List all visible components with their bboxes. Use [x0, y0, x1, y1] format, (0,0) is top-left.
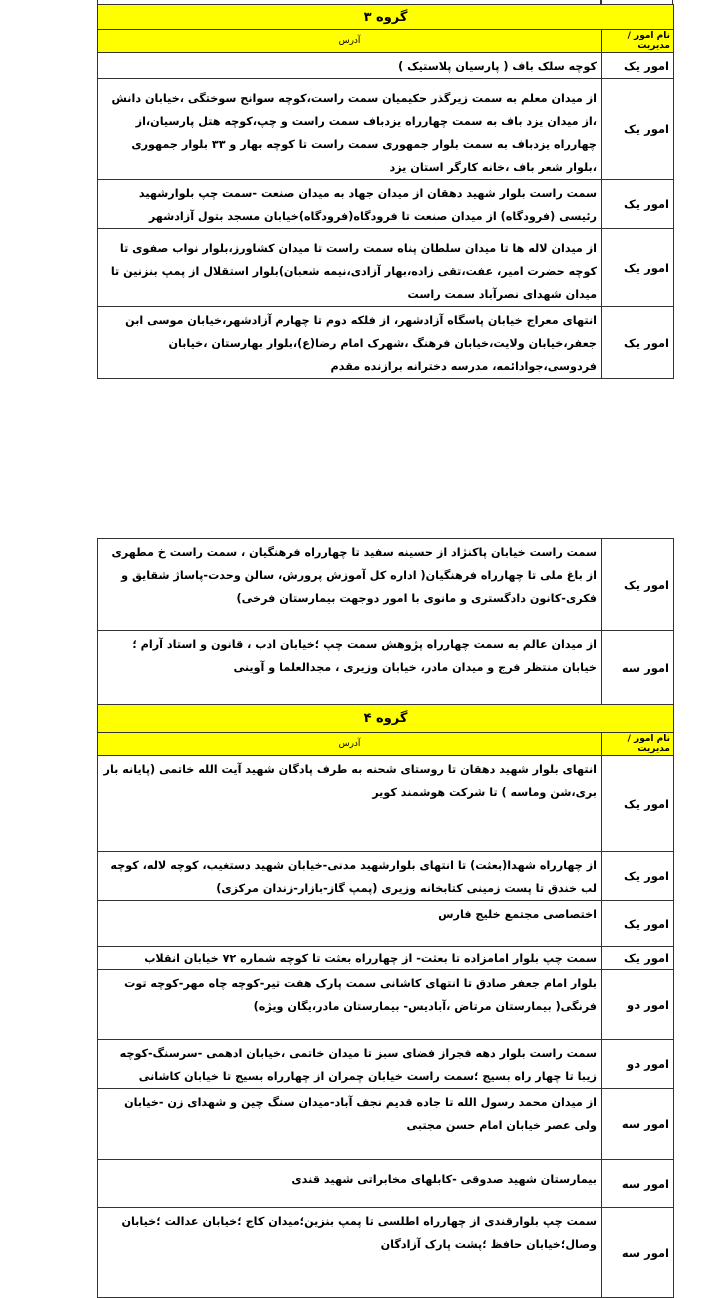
address-cell: بیمارستان شهید صدوقی -کابلهای مخابراتی شهید قندی	[98, 1160, 602, 1208]
table-row	[98, 79, 674, 180]
unit-cell: امور یک	[602, 180, 674, 229]
address-cell: از چهارراه شهدا(بعثت) تا انتهای بلوارشهید مدنی-خیابان شهید دستغیب، کوچه لاله، کوچه لب خندق تا پست زمینی کتابخانه وزیری (پمپ گاز-بازار-زندان مرکزی)	[98, 852, 602, 901]
address-cell: سمت راست بلوار شهید دهقان از میدان جهاد به میدان صنعت -سمت چپ بلوارشهید رئیسی (فرودگاه) از میدان صنعت تا فرودگاه(فرودگاه)خیابان مسجد بتول آزادشهر	[98, 180, 602, 229]
unit-cell: امور یک	[602, 901, 674, 947]
unit-cell: امور یک	[602, 756, 674, 852]
address-cell: سمت راست بلوار دهه فجراز فضای سبز تا میدان خاتمی ،خیابان ادهمی -سرسنگ-کوچه زیبا تا چهار راه بسیج ؛سمت راست خیابان چمران از چهارراه بسیج تا خیابان کاشانی	[98, 1040, 602, 1089]
address-cell: انتهای معراج خیابان پاسگاه آزادشهر، از فلکه دوم تا چهارم آزادشهر،خیابان موسی ابن جعفر،خیابان ولایت،خیابان فرهنگ ،شهرک امام رضا(ع)،بلوار بهارستان ،خیابان فردوسی،جوادائمه، مدرسه دخترانه برازنده مقدم	[98, 307, 602, 379]
group-title: گروه ۳	[98, 5, 674, 30]
unit-cell: امور یک	[602, 53, 674, 79]
group-4-table	[97, 538, 674, 1298]
table-row	[98, 539, 674, 631]
address-cell: بلوار امام جعفر صادق تا انتهای کاشانی سمت پارک هفت تیر-کوچه چاه مهر-کوچه توت فرنگی( بیمارستان مرتاض ،آبادیس- بیمارستان مادر،یگان ویژه)	[98, 970, 602, 1040]
table-row	[98, 307, 674, 379]
address-cell: از میدان عالم به سمت چهارراه پژوهش سمت چپ ؛خیابان ادب ، قانون و استاد آرام ؛خیابان منتظر فرج و میدان مادر، خیابان وزیری ، مجدالعلما و آوینی	[98, 631, 602, 705]
column-header-unit: نام امور /مدیریت	[602, 30, 674, 53]
group-title: گروه ۴	[98, 705, 674, 733]
address-cell: از میدان محمد رسول الله تا جاده قدیم نجف آباد-میدان سنگ چین و شهدای زن -خیابان ولی عصر خیابان امام حسن مجتبی	[98, 1089, 602, 1160]
table-row	[98, 631, 674, 705]
table-row	[98, 970, 674, 1040]
address-cell: از میدان لاله ها تا میدان سلطان پناه سمت راست تا میدان کشاورز،بلوار نواب صفوی تا کوچه حضرت امیر، عفت،تقی زاده،بهار آزادی،نیمه شعبان)بلوار استقلال از پمپ بنزنین تا میدان شهدای نصرآباد سمت راست	[98, 229, 602, 307]
column-header-address: آدرس	[98, 30, 602, 53]
unit-cell: امور سه	[602, 631, 674, 705]
table-row	[98, 1040, 674, 1089]
address-cell: انتهای بلوار شهید دهقان تا روستای شحنه به طرف پادگان شهید آیت الله خاتمی (پایانه بار بری،شن وماسه ) تا شرکت هوشمند کویر	[98, 756, 602, 852]
address-cell: سمت چپ بلوارقندی از چهارراه اطلسی تا پمپ بنزین؛میدان کاج ؛خیابان عدالت ؛خیابان وصال؛خیابان حافظ ؛پشت پارک آزادگان	[98, 1208, 602, 1298]
unit-cell: امور یک	[602, 947, 674, 970]
unit-cell: امور سه	[602, 1089, 674, 1160]
table-row	[98, 947, 674, 970]
unit-cell: امور یک	[602, 852, 674, 901]
table-row	[98, 1089, 674, 1160]
table-row	[98, 180, 674, 229]
unit-cell: امور دو	[602, 1040, 674, 1089]
address-cell: اختصاصی مجتمع خلیج فارس	[98, 901, 602, 947]
unit-cell: امور سه	[602, 1160, 674, 1208]
unit-cell: امور یک	[602, 79, 674, 180]
table-row	[98, 901, 674, 947]
table-row	[98, 53, 674, 79]
address-cell: سمت راست خیابان پاکنژاد از حسینه سفید تا چهارراه فرهنگیان ، سمت راست خ مطهری از باغ ملی تا چهارراه فرهنگیان( اداره کل آموزش پرورش، سالن وحدت-پاساژ شقایق و فکری-کانون دادگستری و مانوی با امور دوجهت بیمارستان فرخی)	[98, 539, 602, 631]
column-header-address: آدرس	[98, 733, 602, 756]
table-row	[98, 229, 674, 307]
table-row	[98, 756, 674, 852]
unit-cell: امور یک	[602, 229, 674, 307]
address-cell: سمت چپ بلوار امامزاده تا بعثت- از چهارراه بعثت تا کوچه شماره ۷۲ خیابان انقلاب	[98, 947, 602, 970]
unit-cell: امور دو	[602, 970, 674, 1040]
address-cell: کوچه سلک باف ( پارسیان پلاستیک )	[98, 53, 602, 79]
column-header-unit: نام امور /مدیریت	[602, 733, 674, 756]
address-cell: از میدان معلم به سمت زیرگذر حکیمیان سمت راست،کوچه سوانح سوختگی ،خیابان دانش ،از میدان یزد باف به سمت چهارراه یزدباف سمت راست و چپ،کوچه هتل پارسیان،از چهارراه یزدباف به سمت بلوار جمهوری سمت راست تا کوچه بهار و ۳۳ بلوار جمهوری ،بلوار شعر باف ،خانه کارگر استان یزد	[98, 79, 602, 180]
unit-cell: امور یک	[602, 539, 674, 631]
unit-cell: امور سه	[602, 1208, 674, 1298]
table-row	[98, 852, 674, 901]
group-3-table	[97, 4, 674, 379]
unit-cell: امور یک	[602, 307, 674, 379]
table-row	[98, 1208, 674, 1298]
table-row	[98, 1160, 674, 1208]
